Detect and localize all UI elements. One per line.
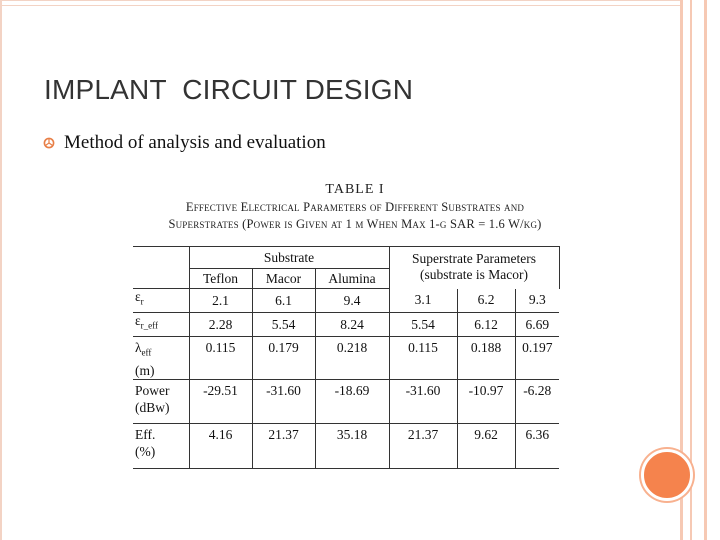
row-label-sub: r <box>140 296 144 307</box>
table-row <box>133 379 559 423</box>
superstrate-group-header: Superstrate Parameters (substrate is Macor) <box>389 247 559 289</box>
table-cell: 6.12 <box>457 313 515 337</box>
table-cell: 6.1 <box>252 289 315 313</box>
column-header-macor: Macor <box>252 269 315 289</box>
table-cell: 2.1 <box>189 289 252 313</box>
table-cell: 9.4 <box>315 289 389 313</box>
slide-title: IMPLANT CIRCUIT DESIGN <box>44 74 414 105</box>
table-cell: -31.60 <box>252 379 315 423</box>
table-row <box>133 313 559 337</box>
bullet-icon <box>43 137 55 149</box>
row-label: $\varepsilon_{r\_eff}$ <box>133 313 189 337</box>
column-header-teflon: Teflon <box>189 269 252 289</box>
table-cell: 5.54 <box>252 313 315 337</box>
decorative-circle <box>641 449 693 501</box>
table-cell: 0.115 <box>389 337 457 380</box>
parameters-table <box>133 246 560 469</box>
table-caption-number: TABLE I <box>325 182 385 197</box>
frame-right-line-3 <box>704 0 707 540</box>
table-cell: -10.97 <box>457 379 515 423</box>
table-cell: 0.188 <box>457 337 515 380</box>
table-cell: -29.51 <box>189 379 252 423</box>
row-label-sub: r_eff <box>140 320 158 331</box>
table-cell: 4.16 <box>189 423 252 468</box>
table-caption-title-2: Superstrates (Power is Given at 1 m When Max 1-g SAR = 1.6 W/kg) <box>168 217 542 231</box>
table-cell: 6.2 <box>457 289 515 313</box>
table-cell: -6.28 <box>515 379 559 423</box>
frame-top-line-2 <box>0 5 680 6</box>
table-row <box>133 337 559 380</box>
table-cell: 8.24 <box>315 313 389 337</box>
row-label: Eff. (%) <box>133 423 189 468</box>
row-label: Power (dBw) <box>133 379 189 423</box>
table-cell: 35.18 <box>315 423 389 468</box>
table-cell: -18.69 <box>315 379 389 423</box>
row-label: $\varepsilon_r$ <box>133 289 189 313</box>
table-cell: 21.37 <box>389 423 457 468</box>
table-cell: 6.36 <box>515 423 559 468</box>
table-cell: 9.62 <box>457 423 515 468</box>
bullet-text: Method of analysis and evaluation <box>64 132 326 153</box>
table-cell: 2.28 <box>189 313 252 337</box>
row-label-sub: eff <box>141 347 152 358</box>
substrate-group-header: Substrate <box>189 247 389 269</box>
table-cell: 0.197 <box>515 337 559 380</box>
table-row <box>133 289 559 313</box>
table-cell: -31.60 <box>389 379 457 423</box>
table-row <box>133 423 559 468</box>
row-label: $\lambda_{eff}$ (m) <box>133 337 189 380</box>
table-group-header-row <box>133 247 559 269</box>
table-cell: 6.69 <box>515 313 559 337</box>
table-caption-title-1: Effective Electrical Parameters of Different Substrates and <box>185 200 525 214</box>
table-cell: 9.3 <box>515 289 559 313</box>
table-cell: 0.115 <box>189 337 252 380</box>
column-header-alumina: Alumina <box>315 269 389 289</box>
table-cell: 0.179 <box>252 337 315 380</box>
table-cell: 0.218 <box>315 337 389 380</box>
table-cell: 5.54 <box>389 313 457 337</box>
frame-left-line <box>0 0 2 540</box>
frame-top-line <box>0 0 680 1</box>
table-cell: 3.1 <box>389 289 457 313</box>
frame-right-line-2 <box>690 0 692 540</box>
table-cell: 21.37 <box>252 423 315 468</box>
